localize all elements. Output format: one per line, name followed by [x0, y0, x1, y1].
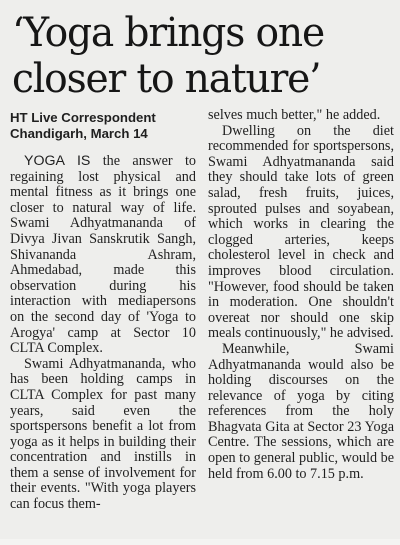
byline-dateline: Chandigarh, March 14	[10, 126, 148, 141]
paragraph-1	[10, 154, 196, 357]
page-edge	[0, 539, 400, 545]
paragraph-1-text: the answer to regaining lost physical and mental fitness as it brings one closer to natural way of life. Swami Adhyatmananda of Divya Jivan Sanskrutik Sangh, Shivananda Ashram, Ahmedabad, made this observation during his interaction with mediapersons on the second day of 'Yoga to Arogya' camp at Sector 10 CLTA Complex.	[10, 153, 196, 357]
column-right	[208, 108, 394, 513]
headline-line-2: closer to nature’	[12, 56, 321, 102]
paragraph-2: Swami Adhyatmananda, who has been holding camps in CLTA Complex for past many years, said even the sportspersons benefit a lot from yoga as it helps in building their concentration and instills in them a sense of involvement for their events. "With yoga players can focus them-	[10, 355, 196, 513]
headline-line-1: ‘Yoga brings one	[12, 10, 324, 56]
paragraph-3: Dwelling on the diet recommended for sportspersons, Swami Adhyatmananda said they should take lots of green salad, fresh fruits, juices, sprouted pulses and soyabean, which works in clearing the clogged arteries, keeps cholesterol level in check and improves blood circulation. "However, food should be taken in moderation. One shouldn't overeat nor should one skip meals continuously," he advised.	[208, 122, 394, 342]
paragraph-4: Meanwhile, Swami Adhyatmananda would also be holding discourses on the relevance of yoga by citing references from the holy Bhagvata Gita at Sector 23 Yoga Centre. The sessions, which are open to general public, would be held from 6.00 to 7.15 p.m.	[208, 340, 394, 482]
headline	[12, 10, 386, 102]
byline	[10, 110, 196, 142]
byline-source: HT Live Correspondent	[10, 110, 156, 125]
column-left	[10, 108, 196, 513]
paragraph-continued: selves much better," he added.	[208, 107, 381, 123]
lead-in: YOGA IS	[24, 153, 91, 169]
article-body	[10, 108, 394, 513]
